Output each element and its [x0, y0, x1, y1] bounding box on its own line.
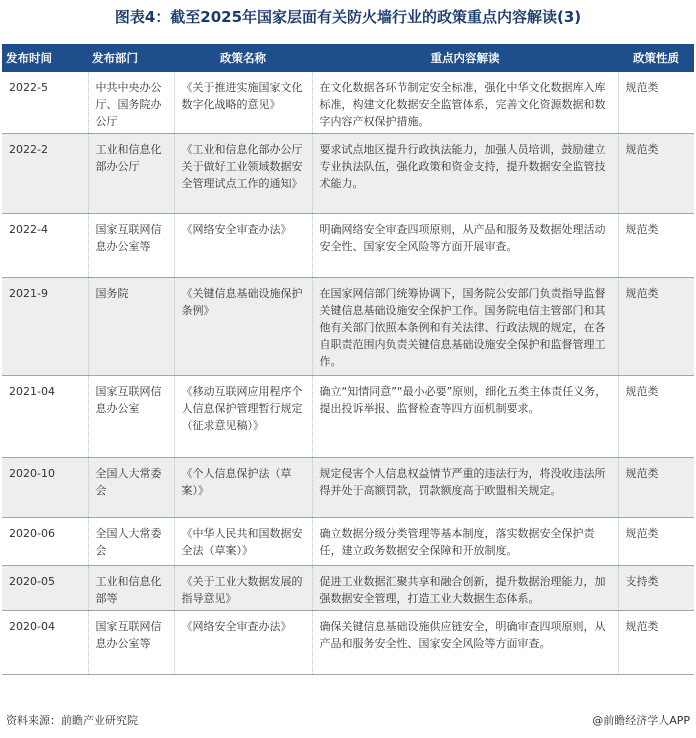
cell-type: 规范类 — [618, 72, 694, 134]
cell-content: 确立“知情同意”“最小必要”原则，细化五类主体责任义务，提出投诉举报、监督检查等四方面机制要求。 — [312, 376, 618, 458]
cell-dept: 国务院 — [88, 278, 174, 376]
footer — [0, 712, 696, 732]
table-row — [2, 518, 694, 566]
cell-name: 《关键信息基础设施保护条例》 — [174, 278, 312, 376]
table-row — [2, 214, 694, 278]
cell-name: 《工业和信息化部办公厅关于做好工业领域数据安全管理试点工作的通知》 — [174, 134, 312, 214]
header-dept: 发布部门 — [88, 44, 174, 72]
table-row — [2, 376, 694, 458]
cell-dept: 中共中央办公厅、国务院办公厅 — [88, 72, 174, 134]
cell-dept: 国家互联网信息办公室等 — [88, 214, 174, 278]
cell-name: 《个人信息保护法（草案）》 — [174, 458, 312, 518]
cell-date: 2021-9 — [2, 278, 88, 376]
cell-type: 规范类 — [618, 214, 694, 278]
cell-content: 确立数据分级分类管理等基本制度，落实数据安全保护责任，建立政务数据安全保障和开放制度。 — [312, 518, 618, 566]
cell-content: 在国家网信部门统筹协调下，国务院公安部门负责指导监督关键信息基础设施安全保护工作。国务院电信主管部门和其他有关部门依照本条例和有关法律、行政法规的规定，在各自职责范围内负责关键信息基础设施安全保护和监督管理工作。 — [312, 278, 618, 376]
cell-date: 2020-06 — [2, 518, 88, 566]
cell-type: 规范类 — [618, 518, 694, 566]
chart-title: 图表4：截至2025年国家层面有关防火墙行业的政策重点内容解读(3) — [114, 8, 582, 26]
cell-content: 促进工业数据汇聚共享和融合创新，提升数据治理能力，加强数据安全管理，打造工业大数据生态体系。 — [312, 566, 618, 611]
cell-date: 2022-5 — [2, 72, 88, 134]
cell-dept: 全国人大常委会 — [88, 458, 174, 518]
cell-content: 要求试点地区提升行政执法能力，加强人员培训，鼓励建立专业执法队伍，强化政策和资金支持，提升数据安全监管技术能力。 — [312, 134, 618, 214]
cell-dept: 工业和信息化部等 — [88, 566, 174, 611]
cell-date: 2021-04 — [2, 376, 88, 458]
cell-name: 《关于工业大数据发展的指导意见》 — [174, 566, 312, 611]
header-content: 重点内容解读 — [312, 44, 618, 72]
cell-content: 在文化数据各环节制定安全标准，强化中华文化数据库入库标准，构建文化数据安全监管体系，完善文化资源数据和数字内容产权保护措施。 — [312, 72, 618, 134]
cell-name: 《网络安全审查办法》 — [174, 214, 312, 278]
cell-dept: 国家互联网信息办公室等 — [88, 611, 174, 675]
cell-name: 《网络安全审查办法》 — [174, 611, 312, 675]
table-row — [2, 72, 694, 134]
table-header-row — [2, 44, 694, 72]
cell-date: 2020-05 — [2, 566, 88, 611]
cell-dept: 国家互联网信息办公室 — [88, 376, 174, 458]
cell-type: 规范类 — [618, 458, 694, 518]
cell-type: 规范类 — [618, 376, 694, 458]
header-date: 发布时间 — [2, 44, 88, 72]
brand-credit: @前瞻经济学人APP — [592, 714, 690, 727]
table-row — [2, 611, 694, 675]
cell-dept: 全国人大常委会 — [88, 518, 174, 566]
header-type: 政策性质 — [618, 44, 694, 72]
cell-date: 2020-10 — [2, 458, 88, 518]
cell-date: 2020-04 — [2, 611, 88, 675]
policy-table — [2, 44, 694, 675]
cell-type: 支持类 — [618, 566, 694, 611]
table-row — [2, 458, 694, 518]
cell-content: 明确网络安全审查四项原则，从产品和服务及数据处理活动安全性、国家安全风险等方面开展审查。 — [312, 214, 618, 278]
cell-name: 《移动互联网应用程序个人信息保护管理暂行规定（征求意见稿）》 — [174, 376, 312, 458]
cell-dept: 工业和信息化部办公厅 — [88, 134, 174, 214]
cell-content: 确保关键信息基础设施供应链安全，明确审查四项原则，从产品和服务安全性、国家安全风险等方面审查。 — [312, 611, 618, 675]
cell-type: 规范类 — [618, 611, 694, 675]
cell-type: 规范类 — [618, 278, 694, 376]
cell-name: 《中华人民共和国数据安全法（草案）》 — [174, 518, 312, 566]
cell-content: 规定侵害个人信息权益情节严重的违法行为，将没收违法所得并处于高额罚款，罚款额度高于欧盟相关规定。 — [312, 458, 618, 518]
table-row — [2, 278, 694, 376]
cell-date: 2022-4 — [2, 214, 88, 278]
table-row — [2, 566, 694, 611]
cell-name: 《关于推进实施国家文化数字化战略的意见》 — [174, 72, 312, 134]
header-name: 政策名称 — [174, 44, 312, 72]
source-note: 资料来源：前瞻产业研究院 — [6, 714, 138, 727]
table-row — [2, 134, 694, 214]
cell-date: 2022-2 — [2, 134, 88, 214]
cell-type: 规范类 — [618, 134, 694, 214]
